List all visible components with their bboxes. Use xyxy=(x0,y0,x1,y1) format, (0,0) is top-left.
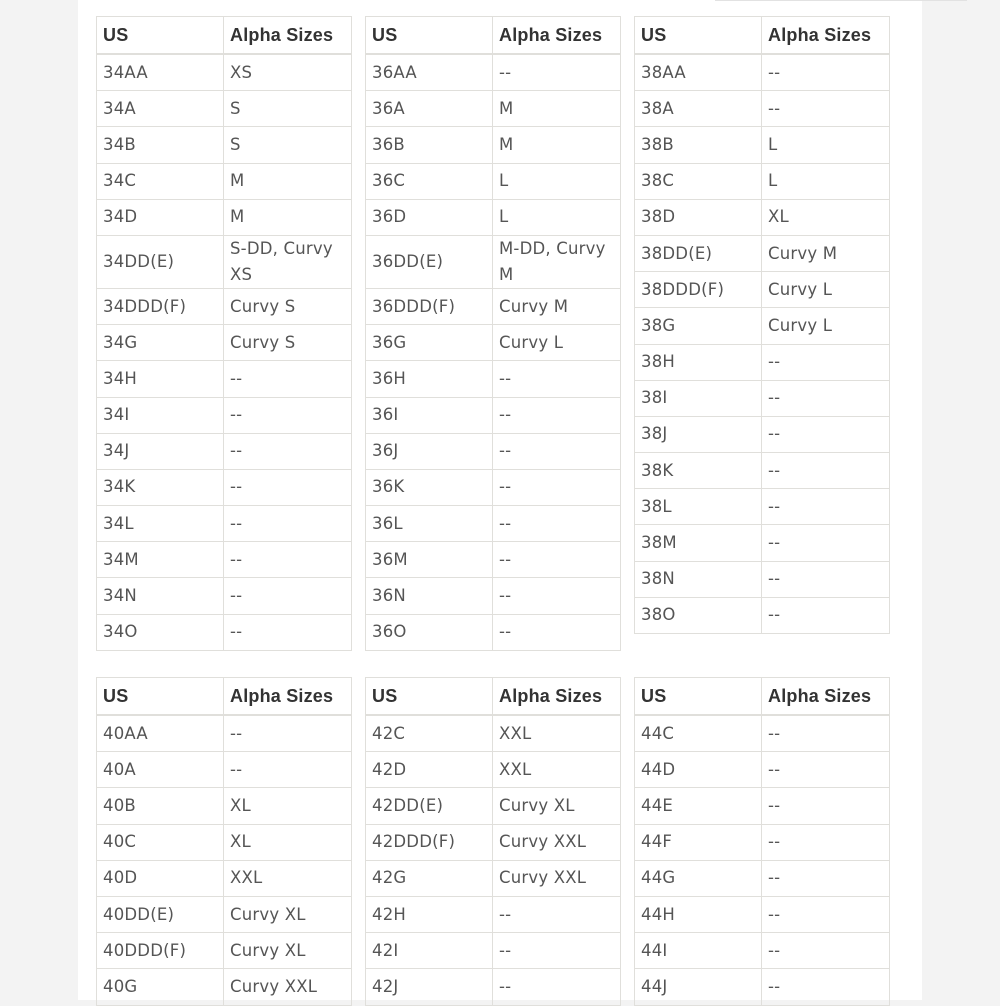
table-row xyxy=(97,752,352,788)
table-body xyxy=(97,17,352,651)
alpha-size-cell: -- xyxy=(493,578,621,614)
alpha-size-cell: S-DD, Curvy XS xyxy=(224,235,352,288)
us-size-cell: 34D xyxy=(97,199,224,235)
alpha-size-cell: -- xyxy=(762,561,890,597)
us-size-cell: 34M xyxy=(97,542,224,578)
us-size-cell: 34C xyxy=(97,163,224,199)
us-size-cell: 38D xyxy=(635,199,762,235)
alpha-size-cell: -- xyxy=(493,614,621,650)
table-row xyxy=(366,506,621,542)
table-row xyxy=(366,325,621,361)
alpha-size-cell: M xyxy=(224,199,352,235)
alpha-size-cell: -- xyxy=(493,397,621,433)
alpha-size-cell: S xyxy=(224,127,352,163)
alpha-size-cell: -- xyxy=(493,433,621,469)
alpha-size-cell: -- xyxy=(224,433,352,469)
table-row xyxy=(97,91,352,127)
alpha-size-cell: -- xyxy=(762,969,890,1005)
table-body xyxy=(366,678,621,1006)
alpha-size-cell: -- xyxy=(762,344,890,380)
alpha-size-cell: -- xyxy=(224,542,352,578)
alpha-size-cell: S xyxy=(224,91,352,127)
table-row xyxy=(97,288,352,324)
size-table-36 xyxy=(365,16,621,651)
table-row xyxy=(635,860,890,896)
us-size-cell: 34AA xyxy=(97,54,224,91)
table-row xyxy=(366,578,621,614)
us-size-cell: 44I xyxy=(635,933,762,969)
us-size-cell: 36N xyxy=(366,578,493,614)
us-size-cell: 36O xyxy=(366,614,493,650)
table-row xyxy=(97,127,352,163)
table-body xyxy=(366,17,621,651)
alpha-size-cell: -- xyxy=(493,54,621,91)
table-row xyxy=(366,199,621,235)
column-header-us: US xyxy=(97,678,224,716)
size-table-40 xyxy=(96,677,352,1006)
us-size-cell: 40G xyxy=(97,969,224,1005)
column-header-us: US xyxy=(97,17,224,55)
us-size-cell: 44C xyxy=(635,715,762,752)
us-size-cell: 34H xyxy=(97,361,224,397)
alpha-size-cell: L xyxy=(762,127,890,163)
us-size-cell: 42D xyxy=(366,752,493,788)
alpha-size-cell: Curvy S xyxy=(224,288,352,324)
divider xyxy=(715,0,967,1)
table-row xyxy=(97,896,352,932)
us-size-cell: 36AA xyxy=(366,54,493,91)
alpha-size-cell: Curvy M xyxy=(762,235,890,271)
alpha-size-cell: Curvy XL xyxy=(493,788,621,824)
column-header-us: US xyxy=(635,678,762,716)
table-body xyxy=(97,678,352,1006)
us-size-cell: 36DD(E) xyxy=(366,235,493,288)
table-row xyxy=(635,344,890,380)
alpha-size-cell: -- xyxy=(762,380,890,416)
alpha-size-cell: -- xyxy=(762,715,890,752)
table-body xyxy=(635,17,890,634)
table-row xyxy=(97,235,352,288)
us-size-cell: 38B xyxy=(635,127,762,163)
column-header-alpha-sizes: Alpha Sizes xyxy=(493,17,621,55)
table-row xyxy=(366,824,621,860)
table-row xyxy=(97,163,352,199)
alpha-size-cell: Curvy L xyxy=(762,272,890,308)
table-row xyxy=(366,788,621,824)
alpha-size-cell: Curvy S xyxy=(224,325,352,361)
us-size-cell: 36H xyxy=(366,361,493,397)
us-size-cell: 40DD(E) xyxy=(97,896,224,932)
table-row xyxy=(97,469,352,505)
size-table-42 xyxy=(365,677,621,1006)
us-size-cell: 38I xyxy=(635,380,762,416)
alpha-size-cell: Curvy M xyxy=(493,288,621,324)
table-row xyxy=(635,896,890,932)
size-table-34 xyxy=(96,16,352,651)
alpha-size-cell: XS xyxy=(224,54,352,91)
alpha-size-cell: Curvy XXL xyxy=(224,969,352,1005)
table-row xyxy=(366,860,621,896)
us-size-cell: 38O xyxy=(635,597,762,633)
alpha-size-cell: -- xyxy=(762,824,890,860)
us-size-cell: 40A xyxy=(97,752,224,788)
table-row xyxy=(97,54,352,91)
alpha-size-cell: -- xyxy=(762,860,890,896)
alpha-size-cell: XXL xyxy=(493,752,621,788)
table-row xyxy=(635,824,890,860)
us-size-cell: 36DDD(F) xyxy=(366,288,493,324)
alpha-size-cell: Curvy XXL xyxy=(493,860,621,896)
table-row xyxy=(366,54,621,91)
header-row xyxy=(366,17,621,55)
table-row xyxy=(366,614,621,650)
table-row xyxy=(97,199,352,235)
us-size-cell: 40D xyxy=(97,860,224,896)
us-size-cell: 38A xyxy=(635,91,762,127)
table-row xyxy=(366,397,621,433)
alpha-size-cell: XXL xyxy=(224,860,352,896)
alpha-size-cell: -- xyxy=(224,752,352,788)
us-size-cell: 34G xyxy=(97,325,224,361)
table-row xyxy=(97,578,352,614)
alpha-size-cell: Curvy XL xyxy=(224,933,352,969)
us-size-cell: 44F xyxy=(635,824,762,860)
alpha-size-cell: XXL xyxy=(493,715,621,752)
alpha-size-cell: -- xyxy=(493,896,621,932)
alpha-size-cell: -- xyxy=(762,896,890,932)
alpha-size-cell: L xyxy=(493,163,621,199)
table-row xyxy=(97,614,352,650)
us-size-cell: 34B xyxy=(97,127,224,163)
table-row xyxy=(635,199,890,235)
alpha-size-cell: -- xyxy=(493,361,621,397)
alpha-size-cell: Curvy L xyxy=(762,308,890,344)
alpha-size-cell: -- xyxy=(493,542,621,578)
table-row xyxy=(97,433,352,469)
table-row xyxy=(97,397,352,433)
us-size-cell: 36C xyxy=(366,163,493,199)
header-row xyxy=(635,17,890,55)
alpha-size-cell: Curvy XXL xyxy=(493,824,621,860)
us-size-cell: 38K xyxy=(635,453,762,489)
alpha-size-cell: M xyxy=(493,91,621,127)
table-row xyxy=(366,896,621,932)
table-row xyxy=(366,542,621,578)
table-row xyxy=(635,308,890,344)
alpha-size-cell: XL xyxy=(224,788,352,824)
table-row xyxy=(366,433,621,469)
table-row xyxy=(635,561,890,597)
us-size-cell: 38J xyxy=(635,416,762,452)
alpha-size-cell: -- xyxy=(493,506,621,542)
us-size-cell: 34DD(E) xyxy=(97,235,224,288)
us-size-cell: 38H xyxy=(635,344,762,380)
us-size-cell: 42I xyxy=(366,933,493,969)
alpha-size-cell: L xyxy=(762,163,890,199)
alpha-size-cell: Curvy L xyxy=(493,325,621,361)
alpha-size-cell: M xyxy=(493,127,621,163)
column-header-alpha-sizes: Alpha Sizes xyxy=(224,678,352,716)
table-row xyxy=(635,597,890,633)
table-body xyxy=(635,678,890,1006)
table-row xyxy=(635,715,890,752)
us-size-cell: 38C xyxy=(635,163,762,199)
us-size-cell: 44D xyxy=(635,752,762,788)
us-size-cell: 38M xyxy=(635,525,762,561)
table-row xyxy=(635,525,890,561)
us-size-cell: 34I xyxy=(97,397,224,433)
column-header-alpha-sizes: Alpha Sizes xyxy=(224,17,352,55)
us-size-cell: 42H xyxy=(366,896,493,932)
header-row xyxy=(366,678,621,716)
table-row xyxy=(97,506,352,542)
alpha-size-cell: -- xyxy=(224,506,352,542)
table-row xyxy=(97,933,352,969)
alpha-size-cell: -- xyxy=(224,361,352,397)
us-size-cell: 42DDD(F) xyxy=(366,824,493,860)
column-header-alpha-sizes: Alpha Sizes xyxy=(493,678,621,716)
table-row xyxy=(366,127,621,163)
table-row xyxy=(635,752,890,788)
us-size-cell: 36K xyxy=(366,469,493,505)
us-size-cell: 34O xyxy=(97,614,224,650)
alpha-size-cell: M-DD, Curvy M xyxy=(493,235,621,288)
alpha-size-cell: L xyxy=(493,199,621,235)
table-row xyxy=(97,325,352,361)
column-header-us: US xyxy=(366,17,493,55)
alpha-size-cell: -- xyxy=(762,597,890,633)
alpha-size-cell: -- xyxy=(224,469,352,505)
table-row xyxy=(366,361,621,397)
table-row xyxy=(635,163,890,199)
table-row xyxy=(97,361,352,397)
table-row xyxy=(366,288,621,324)
table-row xyxy=(366,752,621,788)
table-row xyxy=(97,788,352,824)
alpha-size-cell: XL xyxy=(762,199,890,235)
alpha-size-cell: -- xyxy=(493,933,621,969)
us-size-cell: 44H xyxy=(635,896,762,932)
alpha-size-cell: M xyxy=(224,163,352,199)
us-size-cell: 34N xyxy=(97,578,224,614)
us-size-cell: 38N xyxy=(635,561,762,597)
us-size-cell: 34DDD(F) xyxy=(97,288,224,324)
us-size-cell: 42J xyxy=(366,969,493,1005)
us-size-cell: 38DD(E) xyxy=(635,235,762,271)
us-size-cell: 40DDD(F) xyxy=(97,933,224,969)
table-row xyxy=(635,54,890,91)
us-size-cell: 38G xyxy=(635,308,762,344)
table-row xyxy=(635,453,890,489)
alpha-size-cell: -- xyxy=(762,752,890,788)
header-row xyxy=(97,17,352,55)
table-row xyxy=(635,489,890,525)
us-size-cell: 36B xyxy=(366,127,493,163)
table-row xyxy=(97,824,352,860)
us-size-cell: 36L xyxy=(366,506,493,542)
table-row xyxy=(97,542,352,578)
us-size-cell: 36A xyxy=(366,91,493,127)
us-size-cell: 44G xyxy=(635,860,762,896)
table-row xyxy=(635,127,890,163)
table-row xyxy=(366,163,621,199)
alpha-size-cell: -- xyxy=(493,469,621,505)
column-header-us: US xyxy=(635,17,762,55)
header-row xyxy=(97,678,352,716)
table-row xyxy=(97,715,352,752)
alpha-size-cell: -- xyxy=(762,91,890,127)
us-size-cell: 34A xyxy=(97,91,224,127)
table-row xyxy=(635,380,890,416)
table-row xyxy=(635,235,890,271)
size-table-38 xyxy=(634,16,890,634)
alpha-size-cell: -- xyxy=(762,933,890,969)
alpha-size-cell: -- xyxy=(224,614,352,650)
alpha-size-cell: -- xyxy=(762,54,890,91)
table-row xyxy=(635,272,890,308)
column-header-alpha-sizes: Alpha Sizes xyxy=(762,17,890,55)
us-size-cell: 38AA xyxy=(635,54,762,91)
us-size-cell: 36J xyxy=(366,433,493,469)
table-row xyxy=(366,91,621,127)
us-size-cell: 34K xyxy=(97,469,224,505)
us-size-cell: 42G xyxy=(366,860,493,896)
table-row xyxy=(366,715,621,752)
us-size-cell: 44E xyxy=(635,788,762,824)
column-header-us: US xyxy=(366,678,493,716)
us-size-cell: 36M xyxy=(366,542,493,578)
alpha-size-cell: -- xyxy=(224,578,352,614)
us-size-cell: 40AA xyxy=(97,715,224,752)
us-size-cell: 34L xyxy=(97,506,224,542)
table-row xyxy=(635,416,890,452)
us-size-cell: 34J xyxy=(97,433,224,469)
table-row xyxy=(635,788,890,824)
us-size-cell: 40C xyxy=(97,824,224,860)
alpha-size-cell: -- xyxy=(762,525,890,561)
alpha-size-cell: -- xyxy=(762,788,890,824)
column-header-alpha-sizes: Alpha Sizes xyxy=(762,678,890,716)
table-row xyxy=(635,91,890,127)
us-size-cell: 36I xyxy=(366,397,493,433)
alpha-size-cell: -- xyxy=(224,397,352,433)
alpha-size-cell: -- xyxy=(762,453,890,489)
us-size-cell: 36G xyxy=(366,325,493,361)
table-row xyxy=(635,933,890,969)
table-row xyxy=(97,860,352,896)
alpha-size-cell: Curvy XL xyxy=(224,896,352,932)
table-row xyxy=(366,469,621,505)
us-size-cell: 42DD(E) xyxy=(366,788,493,824)
us-size-cell: 40B xyxy=(97,788,224,824)
alpha-size-cell: XL xyxy=(224,824,352,860)
us-size-cell: 38DDD(F) xyxy=(635,272,762,308)
alpha-size-cell: -- xyxy=(493,969,621,1005)
alpha-size-cell: -- xyxy=(762,416,890,452)
us-size-cell: 36D xyxy=(366,199,493,235)
header-row xyxy=(635,678,890,716)
us-size-cell: 38L xyxy=(635,489,762,525)
table-row xyxy=(366,235,621,288)
us-size-cell: 44J xyxy=(635,969,762,1005)
table-row xyxy=(366,933,621,969)
alpha-size-cell: -- xyxy=(762,489,890,525)
alpha-size-cell: -- xyxy=(224,715,352,752)
us-size-cell: 42C xyxy=(366,715,493,752)
size-table-44 xyxy=(634,677,890,1006)
